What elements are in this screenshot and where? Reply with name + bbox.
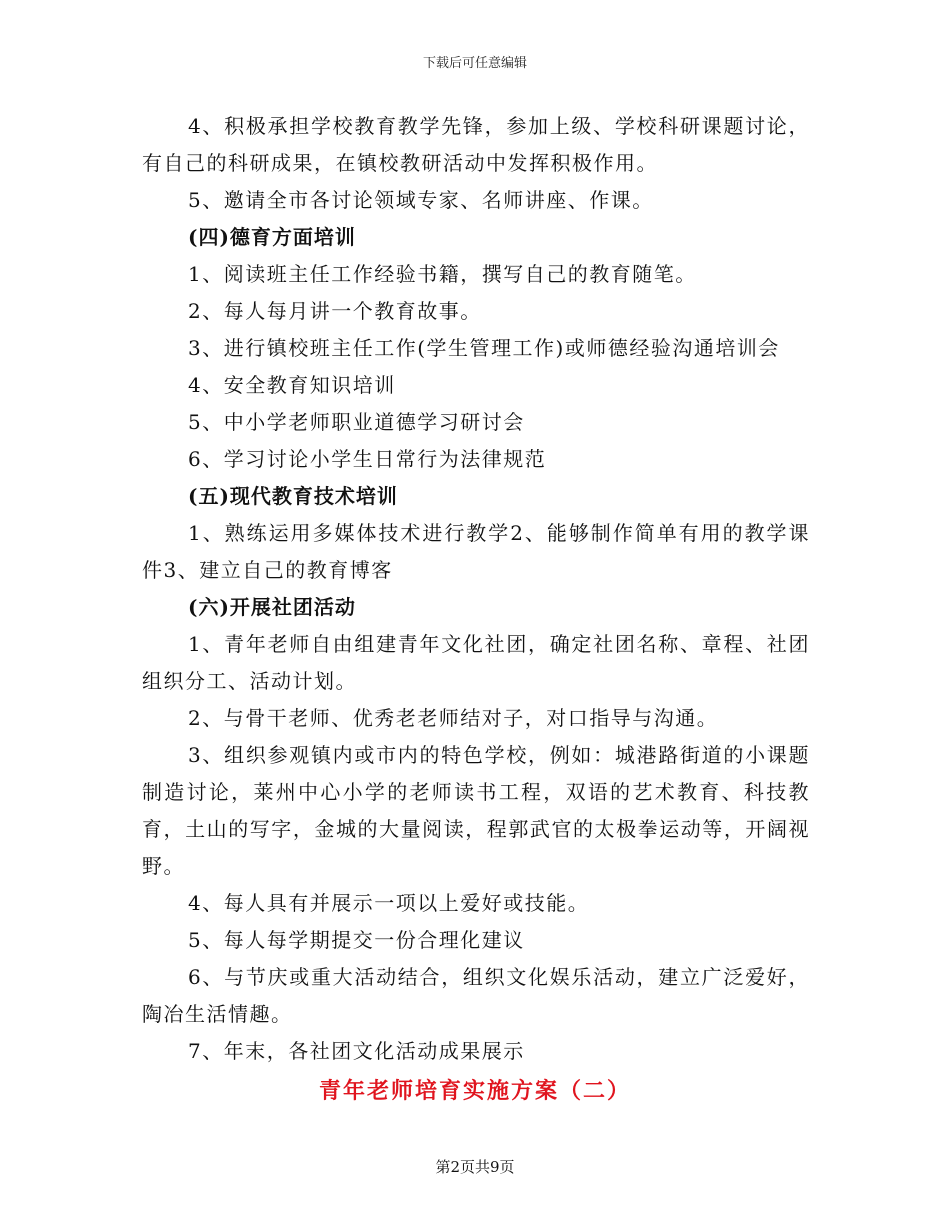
paragraph: 2、每人每月讲一个教育故事。 <box>188 299 482 323</box>
header-note: 下载后可任意编辑 <box>422 56 527 71</box>
paragraph: 2、与骨干老师、优秀老老师结对子，对口指导与沟通。 <box>188 706 719 730</box>
paragraph: 3、进行镇校班主任工作(学生管理工作)或师德经验沟通培训会 <box>188 336 780 360</box>
document-body <box>142 108 810 1070</box>
section-heading: (六)开展社团活动 <box>188 595 356 619</box>
section-heading: (五)现代教育技术培训 <box>188 484 398 508</box>
page-number: 第2页共9页 <box>435 1158 515 1176</box>
section-heading: (四)德育方面培训 <box>188 225 356 249</box>
paragraph: 6、学习讨论小学生日常行为法律规范 <box>188 447 547 471</box>
paragraph: 7、年末，各社团文化活动成果展示 <box>188 1039 525 1063</box>
paragraph: 1、青年老师自由组建青年文化社团，确定社团名称、章程、社团组织分工、活动计划。 <box>142 632 810 693</box>
paragraph: 4、积极承担学校教育教学先锋，参加上级、学校科研课题讨论，有自己的科研成果，在镇校教研活动中发挥积极作用。 <box>142 114 810 175</box>
paragraph: 5、邀请全市各讨论领域专家、名师讲座、作课。 <box>188 188 654 212</box>
paragraph: 6、与节庆或重大活动结合，组织文化娱乐活动，建立广泛爱好，陶冶生活情趣。 <box>142 965 810 1026</box>
paragraph: 1、熟练运用多媒体技术进行教学2、能够制作简单有用的教学课件3、建立自己的教育博客 <box>142 521 810 582</box>
section-title: 青年老师培育实施方案（二） <box>318 1078 631 1104</box>
paragraph: 4、每人具有并展示一项以上爱好或技能。 <box>188 891 590 915</box>
paragraph: 3、组织参观镇内或市内的特色学校，例如：城港路街道的小课题制造讨论，莱州中心小学的老师读书工程，双语的艺术教育、科技教育，土山的写字，金城的大量阅读，程郭武官的太极拳运动等，开阔视野。 <box>142 743 810 878</box>
paragraph: 5、每人每学期提交一份合理化建议 <box>188 928 525 952</box>
paragraph: 4、安全教育知识培训 <box>188 373 396 397</box>
paragraph: 5、中小学老师职业道德学习研讨会 <box>188 410 525 434</box>
paragraph: 1、阅读班主任工作经验书籍，撰写自己的教育随笔。 <box>188 262 697 286</box>
